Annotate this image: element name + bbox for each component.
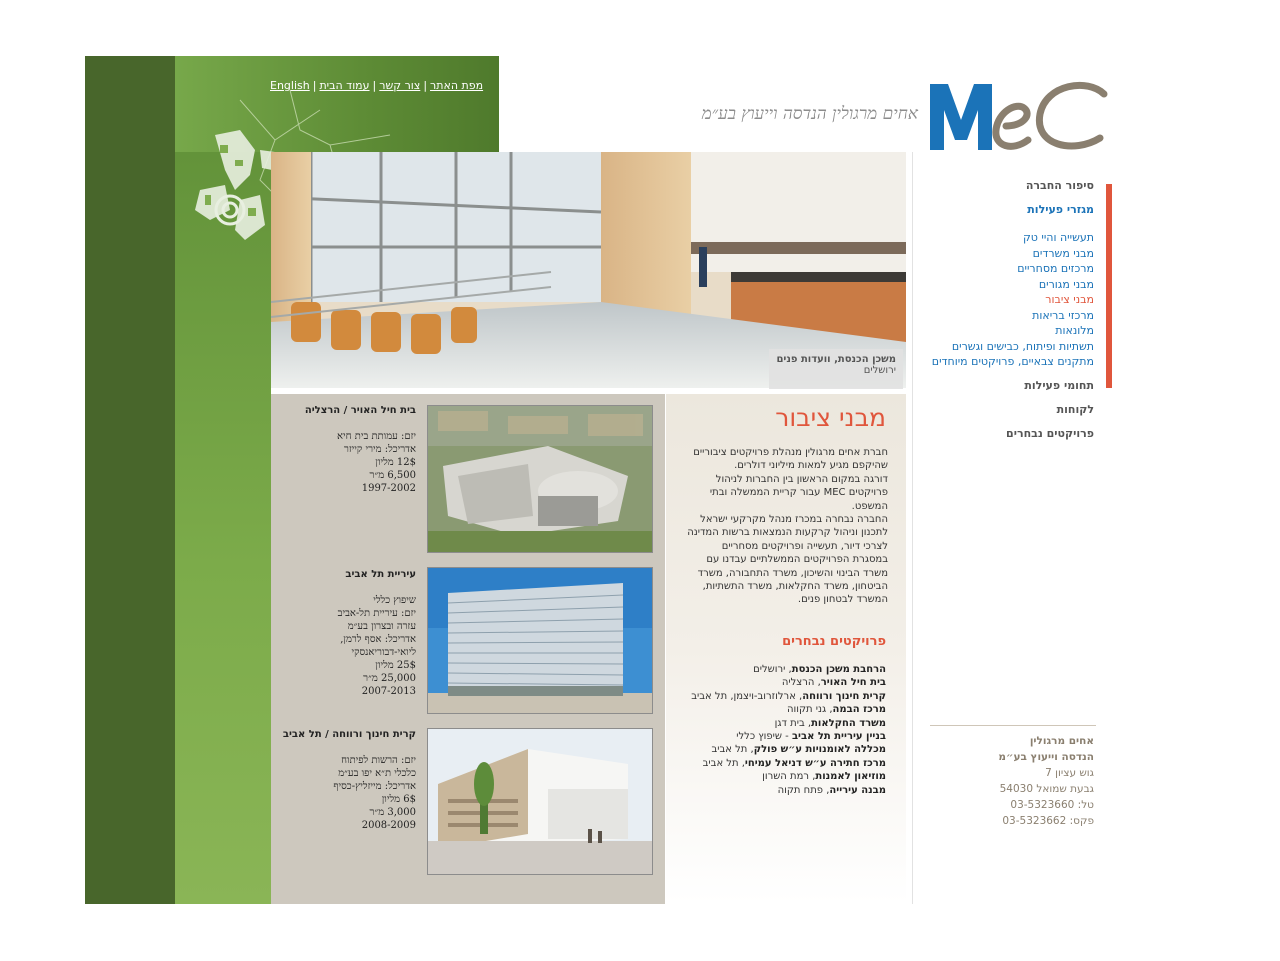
featured-projects-heading: פרויקטים נבחרים — [782, 634, 886, 649]
project-info-air-force-house — [276, 404, 416, 495]
english-link[interactable]: English — [270, 79, 310, 92]
project-line: יזם: עיריית תל-אביב — [337, 608, 416, 619]
featured-item[interactable]: מרכז חתירה ע״ש דניאל עמיחי, תל אביב — [702, 757, 886, 769]
page-title: מבני ציבור — [775, 403, 886, 432]
hero-caption-title: משכן הכנסת, וועדות פנים — [776, 354, 896, 365]
intro-line: משרד הבינוי והשיכון, משרד התחבורה, משרד — [697, 567, 888, 579]
address-company: הנדסה וייעוץ בע״מ — [998, 751, 1094, 763]
project-line: 6,500 מ״ר — [369, 470, 416, 481]
project-line: כלכלי ת״א יפו בע״מ — [338, 768, 416, 779]
home-link[interactable]: עמוד הבית — [319, 79, 370, 92]
nav-sub-military[interactable]: מתקנים צבאיים, פרויקטים מיוחדים — [931, 355, 1094, 368]
project-line: אדריכל: מירי קייזר — [343, 444, 416, 455]
intro-paragraph — [672, 446, 888, 607]
intro-line: פרויקטים MEC עבור קריית הממשלה ובתי — [709, 487, 888, 499]
nav-accent-bar — [1106, 184, 1112, 388]
intro-line: המשרד לבטחון פנים. — [797, 594, 888, 606]
address-fax: פקס: 03-5323662 — [1002, 815, 1094, 827]
divider-line — [912, 152, 913, 904]
featured-item[interactable]: מכללה לאומנויות ע״ש פולק, תל אביב — [711, 744, 886, 756]
top-links-bar: English | מפת האתר|צור קשר|עמוד הבית — [270, 79, 484, 92]
featured-item[interactable]: משרד החקלאות, בית דגן — [774, 717, 886, 729]
nav-sub-public-buildings[interactable]: מבני ציבור — [1045, 293, 1094, 306]
intro-line: דורגה במקום הראשון בין החברות לניהול — [715, 473, 888, 485]
nav-activity-areas[interactable]: תחומי פעילות — [1024, 378, 1094, 392]
project-info-education-campus — [276, 728, 416, 832]
project-line: 2007-2013 — [361, 686, 416, 697]
project-line: אדריכל: מייזליץ-כסיף — [333, 781, 416, 792]
main-navigation — [920, 178, 1094, 450]
featured-item[interactable]: מרכז הבמה, גני תקווה — [786, 704, 886, 716]
nav-clients[interactable]: לקוחות — [1056, 402, 1094, 416]
featured-item[interactable]: מבנה עירייה, פתח תקוה — [777, 784, 886, 796]
featured-projects-list — [672, 663, 886, 797]
project-line: יזם: הרשות לפיתוח — [341, 755, 416, 766]
project-line: יזם: עמותת בית חיא — [337, 431, 416, 442]
nav-sub-commercial[interactable]: מרכזים מסחריים — [1017, 262, 1094, 275]
project-line: שיפוץ כללי — [373, 595, 416, 606]
nav-company-story[interactable]: סיפור החברה — [1025, 179, 1094, 192]
hero-caption-city: ירושלים — [863, 365, 896, 376]
project-line: 2008-2009 — [361, 820, 416, 831]
intro-line: הביטחון, משרד החקלאות, משרד התשתיות, — [702, 581, 888, 593]
address-divider — [930, 725, 1096, 726]
nav-sub-health[interactable]: מרכזי בריאות — [1032, 308, 1094, 322]
project-line: אדריכל: אסף לרמן, — [340, 634, 416, 645]
intro-line: חברת אחים מרגולין מנהלת פרויקטים ציבוריים — [693, 447, 888, 458]
intro-line: לתכנון וניהול קרקעות הנמצאות ברשות המדינה — [687, 527, 888, 539]
project-title[interactable]: בית חיל האויר / הרצליה — [304, 405, 416, 416]
contact-link[interactable]: צור קשר — [379, 79, 421, 92]
nav-sub-industry[interactable]: תעשייה והיי טק — [1022, 231, 1094, 244]
project-photo-air-force-house[interactable] — [427, 405, 653, 553]
intro-line: שהיקפם מגיע למאות מיליוני דולרים. — [734, 460, 888, 472]
intro-line: לצרכי דיור, תעשייה ופרויקטים מסחריים — [721, 540, 888, 552]
featured-item[interactable]: קרית חינוך ורווחה, ארלוזרוב-ויצמן, תל אביב — [691, 690, 886, 702]
mec-logo[interactable] — [928, 80, 1110, 154]
sitemap-link[interactable]: מפת האתר — [430, 79, 484, 92]
project-line: ליואי-דבוריאנסקי — [351, 647, 416, 658]
nav-activity-sectors[interactable]: מגזרי פעילות — [1027, 203, 1094, 216]
intro-line: במסגרת הפרויקטים הממשלתיים עבדנו עם — [706, 554, 888, 566]
address-name: אחים מרגולין — [1029, 735, 1094, 747]
project-line: עזרה ובצרון בע״מ — [347, 621, 416, 632]
intro-line: המשפט. — [851, 500, 888, 512]
address-street: גוש עציון 7 — [1045, 767, 1094, 779]
project-line: 12$ מליון — [375, 457, 416, 468]
project-line: 25,000 מ״ר — [363, 673, 416, 684]
left-dark-strip — [85, 56, 175, 904]
nav-sub-infrastructure[interactable]: תשתיות ופיתוח, כבישים וגשרים — [951, 339, 1094, 353]
nav-featured-projects[interactable]: פרויקטים נבחרים — [1006, 426, 1094, 440]
address-phone: טל: 03-5323660 — [1010, 799, 1094, 811]
project-line: 6$ מליון — [381, 794, 416, 805]
company-address — [930, 733, 1094, 829]
nav-sub-offices[interactable]: מבני משרדים — [1032, 246, 1094, 260]
featured-item[interactable]: בניין עיריית תל אביב - שיפוץ כללי — [736, 731, 886, 743]
featured-item[interactable]: מוזיאון לאמנות, רמת השרון — [762, 771, 886, 783]
project-title[interactable]: עיריית תל אביב — [345, 569, 416, 580]
company-tagline: אחים מרגולין הנדסה וייעוץ בע״מ — [701, 104, 918, 124]
featured-item[interactable]: בית חיל האויר, הרצליה — [781, 677, 886, 689]
intro-line: החברה נבחרה במכרז מנהל מקרקעי ישראל — [700, 514, 888, 526]
hero-caption — [769, 349, 903, 389]
project-photo-tel-aviv-city-hall[interactable] — [427, 567, 653, 714]
project-line: 3,000 מ״ר — [369, 807, 416, 818]
nav-sub-hotels[interactable]: מלונאות — [1055, 324, 1094, 337]
project-info-tel-aviv-city-hall — [276, 568, 416, 698]
project-line: 25$ מליון — [375, 660, 416, 671]
address-city: גבעת שמואל 54030 — [999, 783, 1094, 795]
project-line: 1997-2002 — [361, 483, 416, 494]
project-photo-education-campus[interactable] — [427, 728, 653, 875]
nav-sub-residential[interactable]: מבני מגורים — [1038, 277, 1094, 291]
project-title[interactable]: קרית חינוך ורווחה / תל אביב — [282, 729, 416, 740]
featured-item[interactable]: הרחבת משכן הכנסת, ירושלים — [753, 664, 886, 675]
nav-sub-items — [920, 230, 1094, 370]
